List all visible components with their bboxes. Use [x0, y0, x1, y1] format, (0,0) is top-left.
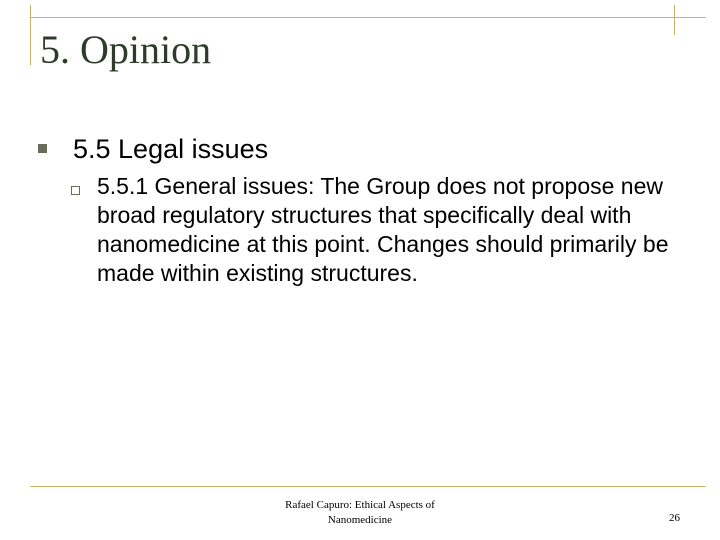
- title-frame-right-line: [674, 5, 675, 35]
- page-number: 26: [669, 512, 680, 524]
- bullet-text-legal-issues: 5.5 Legal issues: [73, 134, 269, 164]
- square-bullet-icon: [38, 144, 47, 153]
- subbullet-text-general-issues: 5.5.1 General issues: The Group does not propose new broad regulatory structures that specifically deal with nanomedicine at this point. Changes should primarily be made within existing structures.: [97, 173, 669, 286]
- slide-title: 5. Opinion: [40, 27, 212, 72]
- hollow-square-bullet-icon: [71, 186, 80, 195]
- footer-line-1: Rafael Capuro: Ethical Aspects of: [285, 499, 435, 511]
- footer-citation: [260, 498, 460, 528]
- footer-line-2: Nanomedicine: [327, 514, 393, 526]
- title-frame-left-line: [30, 5, 31, 65]
- footer-divider-line: [30, 486, 706, 487]
- title-frame-top-line: [30, 17, 706, 18]
